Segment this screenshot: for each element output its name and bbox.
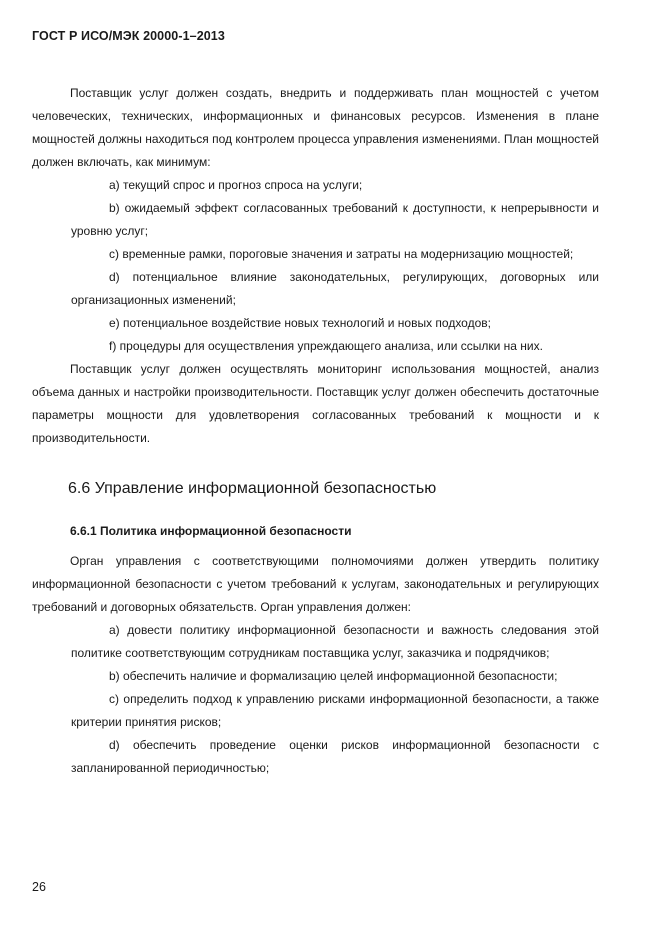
list-item: c) определить подход к управлению рисками информационной безопасности, а также критерии принятия рисков; — [71, 692, 599, 729]
paragraph: Орган управления с соответствующими полномочиями должен утвердить политику информационной безопасности с учетом требований к услугам, законодательных и регулирующих требований и договорных обязательств. Орган управления должен: — [32, 554, 599, 614]
paragraph: Поставщик услуг должен осуществлять мониторинг использования мощностей, анализ объема данных и настройки производительности. Поставщик услуг должен обеспечить достаточные параметры мощности для удовлетворения согласованных требований к мощности и к производительности. — [32, 362, 599, 445]
page-content — [32, 82, 599, 780]
page-number: 26 — [32, 880, 46, 894]
section-heading: 6.6 Управление информационной безопасностью — [68, 480, 437, 497]
list-item: c) временные рамки, пороговые значения и затраты на модернизацию мощностей; — [109, 247, 574, 261]
subsection-heading: 6.6.1 Политика информационной безопасности — [70, 524, 352, 538]
list-item: a) текущий спрос и прогноз спроса на услуги; — [109, 178, 363, 192]
list-item: b) ожидаемый эффект согласованных требований к доступности, к непрерывности и уровню услуг; — [71, 201, 599, 238]
list-item: e) потенциальное воздействие новых технологий и новых подходов; — [109, 316, 491, 330]
list-item: d) обеспечить проведение оценки рисков информационной безопасности с запланированной периодичностью; — [71, 738, 599, 775]
list-item: f) процедуры для осуществления упреждающего анализа, или ссылки на них. — [109, 339, 543, 353]
paragraph: Поставщик услуг должен создать, внедрить и поддерживать план мощностей с учетом человеческих, технических, информационных и финансовых ресурсов. Изменения в плане мощностей должны находиться под контролем процесса управления изменениями. План мощностей должен включать, как минимум: — [32, 86, 599, 169]
list-item: d) потенциальное влияние законодательных, регулирующих, договорных или организационных изменений; — [71, 270, 599, 307]
document-header: ГОСТ Р ИСО/МЭК 20000-1–2013 — [32, 29, 225, 43]
list-item: a) довести политику информационной безопасности и важность следования этой политике соответствующим сотрудникам поставщика услуг, заказчика и подрядчиков; — [71, 623, 599, 660]
list-item: b) обеспечить наличие и формализацию целей информационной безопасности; — [109, 669, 558, 683]
